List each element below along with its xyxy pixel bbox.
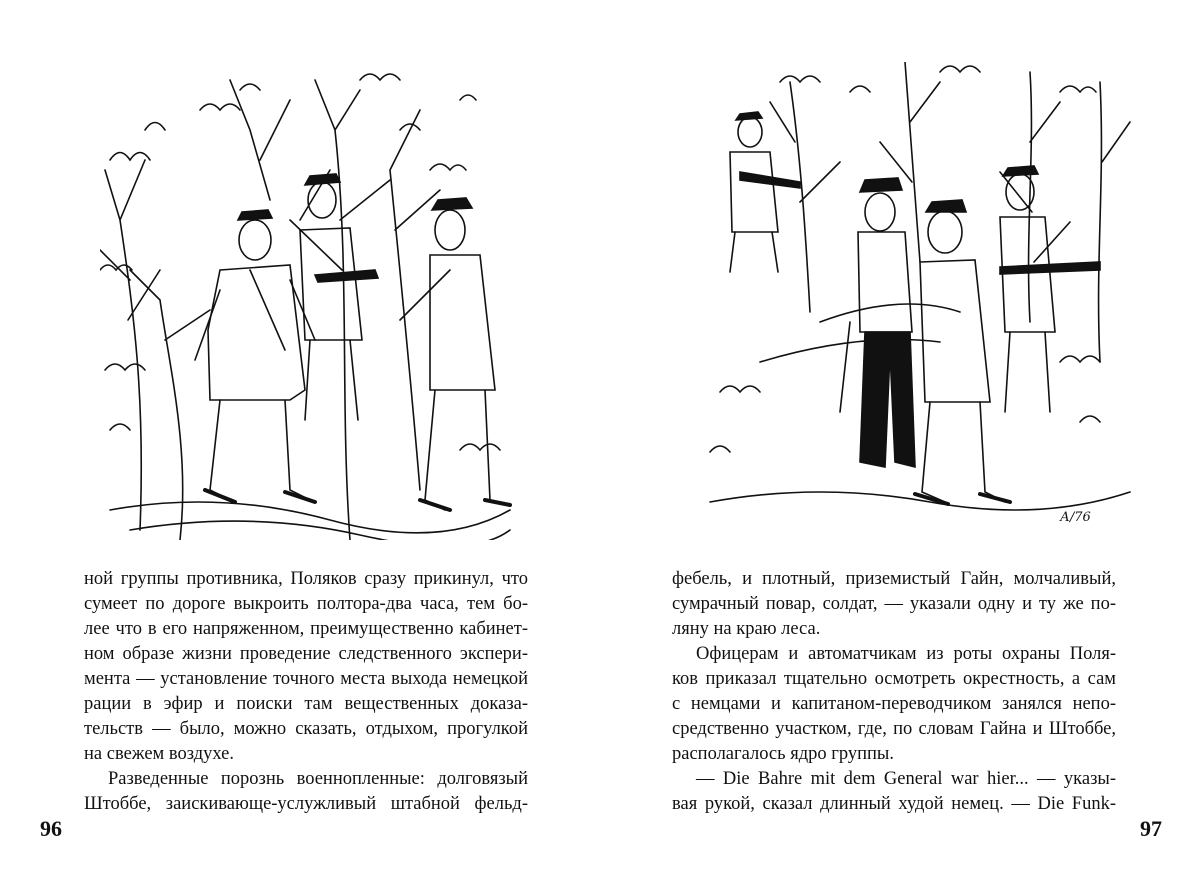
text-line: фебель, и плотный, приземистый Гайн, молчаливый, (672, 569, 1116, 589)
text-line: ков приказал тщательно осмотреть окрестность, а сам (672, 669, 1116, 689)
text-line: Разведенные порознь военнопленные: долговязый (108, 769, 528, 789)
artist-signature: А/76 (1060, 510, 1091, 525)
body-text (672, 567, 1116, 817)
illustration-officers-in-forest (700, 62, 1140, 532)
text-line: ляну на краю леса. (672, 619, 821, 639)
right-page (600, 0, 1200, 877)
text-line: Офицерам и автоматчикам из роты охраны Поля- (696, 644, 1116, 664)
text-line: — Die Bahre mit dem General war hier... — указы- (696, 769, 1116, 789)
body-text (84, 567, 528, 817)
text-line: рации в эфир и поиски там вещественных доказа- (84, 694, 528, 714)
text-line: на свежем воздухе. (84, 744, 234, 764)
text-line: средственно участком, где, по словам Гайна и Штоббе, (672, 719, 1116, 739)
page-number: 97 (1140, 816, 1162, 841)
text-line: мента — установление точного места выхода немецкой (84, 669, 528, 689)
text-line: сумрачный повар, солдат, — указали одну и ту же по- (672, 594, 1116, 614)
text-line: располагалось ядро группы. (672, 744, 894, 764)
text-line: лее что в его напряженном, преимущественно кабинет- (84, 619, 528, 639)
text-line: сумеет по дороге выкроить полтора-два часа, тем бо- (84, 594, 528, 614)
page-number: 96 (40, 816, 62, 841)
text-line: Штоббе, заискивающе-услужливый штабной фельд- (84, 794, 528, 814)
text-line: ной группы противника, Поляков сразу прикинул, что (84, 569, 528, 589)
text-line: вая рукой, сказал длинный худой немец. — Die Funk- (672, 794, 1116, 814)
text-line: с немцами и капитаном-переводчиком занялся непо- (672, 694, 1116, 714)
text-line: ном образе жизни проведение следственного экспери- (84, 644, 528, 664)
text-line: тельств — было, можно сказать, отдыхом, прогулкой (84, 719, 528, 739)
illustration-soldiers-interrogation (100, 70, 520, 540)
